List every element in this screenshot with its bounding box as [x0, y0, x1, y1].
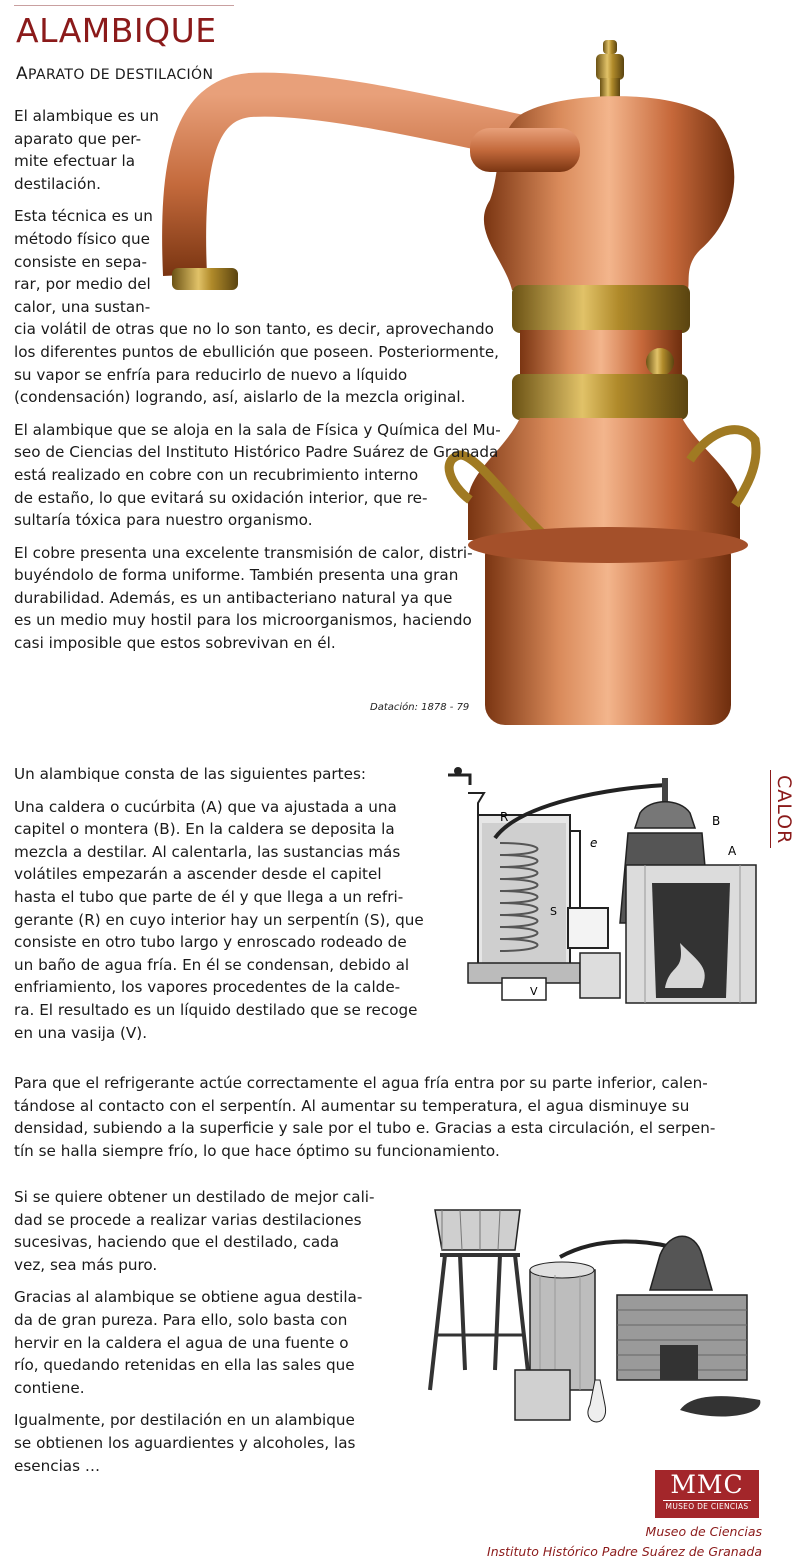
parts-paragraph-2: Para que el refrigerante actúe correctamente el agua fría entra por su parte inferior, calen- tándose al contacto con el serpentín. Al aumentar su temperatura, el agua disminuye su densidad, subiendo a la superficie y sale por el tubo e. Gracias a esta circulación, el serpen- tín se halla siempre frío, lo que hace óptimo su funcionamiento.: [14, 1074, 716, 1160]
intro-paragraph-4: El cobre presenta una excelente transmisión de calor, distri- buyéndolo de forma uniforme. También presenta una gran durabilidad. Además, es un antibacteriano natural ya que es un medio muy hostil para los microorganismos, haciendo casi imposible que estos sobrevivan en él.: [14, 543, 473, 653]
intro-paragraph-2: Esta técnica es un método físico que consiste en sepa- rar, por medio del calor, una sustan- cia volátil de otras que no lo son tanto, es decir, aprovechando los diferentes puntos de ebullición que poseen. Posteriormente, su vapor se enfría para reducirlo de nuevo a líquido (condensación) logrando, así, aislarlo de la mezcla original.: [14, 207, 499, 407]
diagram-label-r: R: [500, 810, 509, 824]
calor-side-label: [768, 775, 798, 855]
distillation-engraving: [420, 1195, 775, 1440]
diagram-label-v: V: [530, 985, 538, 998]
credit-line-2: Instituto Histórico Padre Suárez de Granada: [487, 1544, 762, 1559]
page-title: ALAMBIQUE: [16, 11, 217, 50]
final-paragraph-3: Igualmente, por destilación en un alambique se obtienen los aguardientes y alcoholes, las esencias …: [14, 1411, 356, 1475]
final-paragraph-2: Gracias al alambique se obtiene agua destila- da de gran pureza. Para ello, solo basta con hervir en la caldera el agua de una fuente o río, quedando retenidas en ella las sales que contiene.: [14, 1288, 363, 1397]
title-rule: [14, 5, 234, 6]
subtitle-initial: A: [16, 64, 29, 84]
final-paragraph-1: Si se quiere obtener un destilado de mejor cali- dad se procede a realizar varias destilaciones sucesivas, haciendo que el destilado, cada vez, sea más puro.: [14, 1188, 375, 1274]
intro-paragraph-3: El alambique que se aloja en la sala de Física y Química del Mu- seo de Ciencias del Instituto Histórico Padre Suárez de Granada está realizado en cobre con un recubrimiento interno de estaño, lo que evitará su oxidación interior, que re- sultaría tóxica para nuestro organismo.: [14, 420, 501, 530]
calor-text: CALOR: [773, 775, 795, 845]
intro-paragraph-1: El alambique es un aparato que per- mite efectuar la destilación.: [14, 107, 159, 193]
diagram-label-a: A: [728, 844, 737, 858]
dating-caption: Datación: 1878 - 79: [370, 702, 470, 713]
circulation-section: [14, 1072, 789, 1162]
diagram-label-b: B: [712, 814, 721, 828]
museum-logo: [655, 1470, 759, 1518]
logo-mark: MMC: [670, 1470, 744, 1499]
final-section: [14, 1186, 414, 1477]
parts-section: [14, 763, 434, 1044]
subtitle-rest: PARATO DE DESTILACIÓN: [28, 67, 214, 83]
diagram-label-e: e: [590, 836, 598, 850]
parts-paragraph-1: Una caldera o cucúrbita (A) que va ajustada a una capitel o montera (B). En la caldera se deposita la mezcla a destilar. Al calentarla, las sustancias más volátiles empezarán a ascender desde el capitel hasta el tubo que parte de él y que llega a un refri- gerante (R) en cuyo interior hay un serpentín (S), que consiste en otro tubo largo y enroscado rodeado de un baño de agua fría. En él se condensan, debido al enfriamiento, los vapores procedentes de la calde- ra. El resultado es un líquido destilado que se recoge en una vasija (V).: [14, 797, 424, 1042]
logo-caption: MUSEO DE CIENCIAS: [663, 1500, 751, 1513]
diagram-label-s: S: [550, 905, 557, 918]
credit-line-1: Museo de Ciencias: [645, 1524, 762, 1539]
distillation-diagram: [440, 763, 760, 1008]
intro-text: [14, 105, 504, 655]
parts-heading: Un alambique consta de las siguientes partes:: [14, 765, 366, 783]
